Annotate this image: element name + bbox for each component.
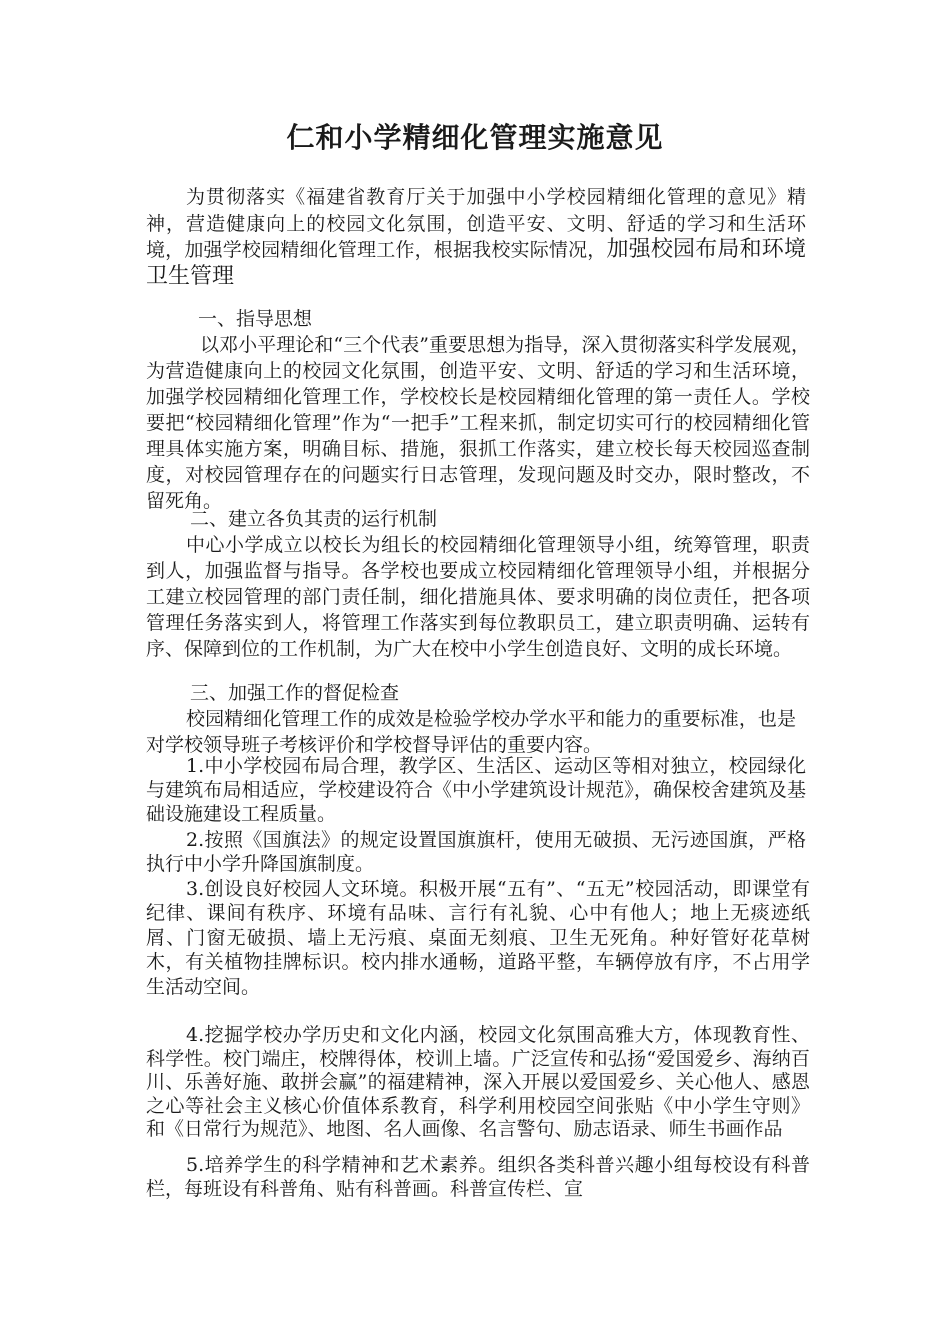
section-body-2: 中心小学成立以校长为组长的校园精细化管理领导小组，统筹管理，职责到人，加强监督与指导。各学校也要成立校园精细化管理领导小组，并根据分工建立校园管理的部门责任制，细化措施具体、要求明确的岗位责任，把各项管理任务落实到人，将管理工作落实到每位教职员工，建立职责明确、运转有序、保障到位的工作机制，为广大在校中小学生创造良好、文明的成长环境。	[146, 534, 810, 660]
list-item-2: 2.按照《国旗法》的规定设置国旗旗杆，使用无破损、无污迹国旗，严格执行中小学升降国旗制度。	[146, 829, 806, 875]
list-item-4: 4.挖掘学校办学历史和文化内涵，校园文化氛围高雅大方，体现教育性、科学性。校门端庄，校牌得体，校训上墙。广泛宣传和弘扬“爱国爱乡、海纳百川、乐善好施、敢拼会赢”的福建精神，深入开展以爱国爱乡、关心他人、感恩之心等社会主义核心价值体系教育，科学利用校园空间张贴《中小学生守则》和《日常行为规范》、地图、名人画像、名言警句、励志语录、师生书画作品	[146, 1024, 810, 1141]
intro-tail-text: 加强校园布局和环境卫生管理	[146, 237, 806, 289]
list-item-3: 3.创设良好校园人文环境。积极开展“五有”、“五无”校园活动，即课堂有纪律、课间有秩序、环境有品味、言行有礼貌、心中有他人；地上无痰迹纸屑、门窗无破损、墙上无污痕、桌面无刻痕、卫生无死角。种好管好花草树木，有关植物挂牌标识。校内排水通畅，道路平整，车辆停放有序，不占用学生活动空间。	[146, 878, 810, 998]
section-heading-2: 二、建立各负其责的运行机制	[190, 508, 438, 530]
section-heading-3: 三、加强工作的督促检查	[190, 682, 400, 704]
section-body-3: 校园精细化管理工作的成效是检验学校办学水平和能力的重要标准，也是对学校领导班子考核评价和学校督导评估的重要内容。	[146, 708, 796, 756]
intro-text: 为贯彻落实《福建省教育厅关于加强中小学校园精细化管理的意见》精神，营造健康向上的校园文化氛围，创造平安、文明、舒适的学习和生活环境，加强学校园精细化管理工作，根据我校实际情况，	[146, 186, 806, 261]
list-item-5: 5.培养学生的科学精神和艺术素养。组织各类科普兴趣小组每校设有科普栏，每班设有科普角、贴有科普画。科普宣传栏、宣	[146, 1154, 810, 1200]
list-item-1: 1.中小学校园布局合理，教学区、生活区、运动区等相对独立，校园绿化与建筑布局相适应，学校建设符合《中小学建筑设计规范》，确保校舍建筑及基础设施建设工程质量。	[146, 755, 806, 825]
section-body-1: 以邓小平理论和“三个代表”重要思想为指导，深入贯彻落实科学发展观，为营造健康向上的校园文化氛围，创造平安、文明、舒适的学习和生活环境，加强学校园精细化管理工作，学校校长是校园精细化管理的第一责任人。学校要把“校园精细化管理”作为“一把手”工程来抓，制定切实可行的校园精细化管理具体实施方案，明确目标、措施，狠抓工作落实，建立校长每天校园巡查制度，对校园管理存在的问题实行日志管理，发现问题及时交办，限时整改，不留死角。	[146, 334, 810, 512]
intro-paragraph	[146, 184, 806, 290]
section-heading-1: 一、指导思想	[198, 308, 313, 330]
document-title: 仁和小学精细化管理实施意见	[286, 121, 664, 154]
